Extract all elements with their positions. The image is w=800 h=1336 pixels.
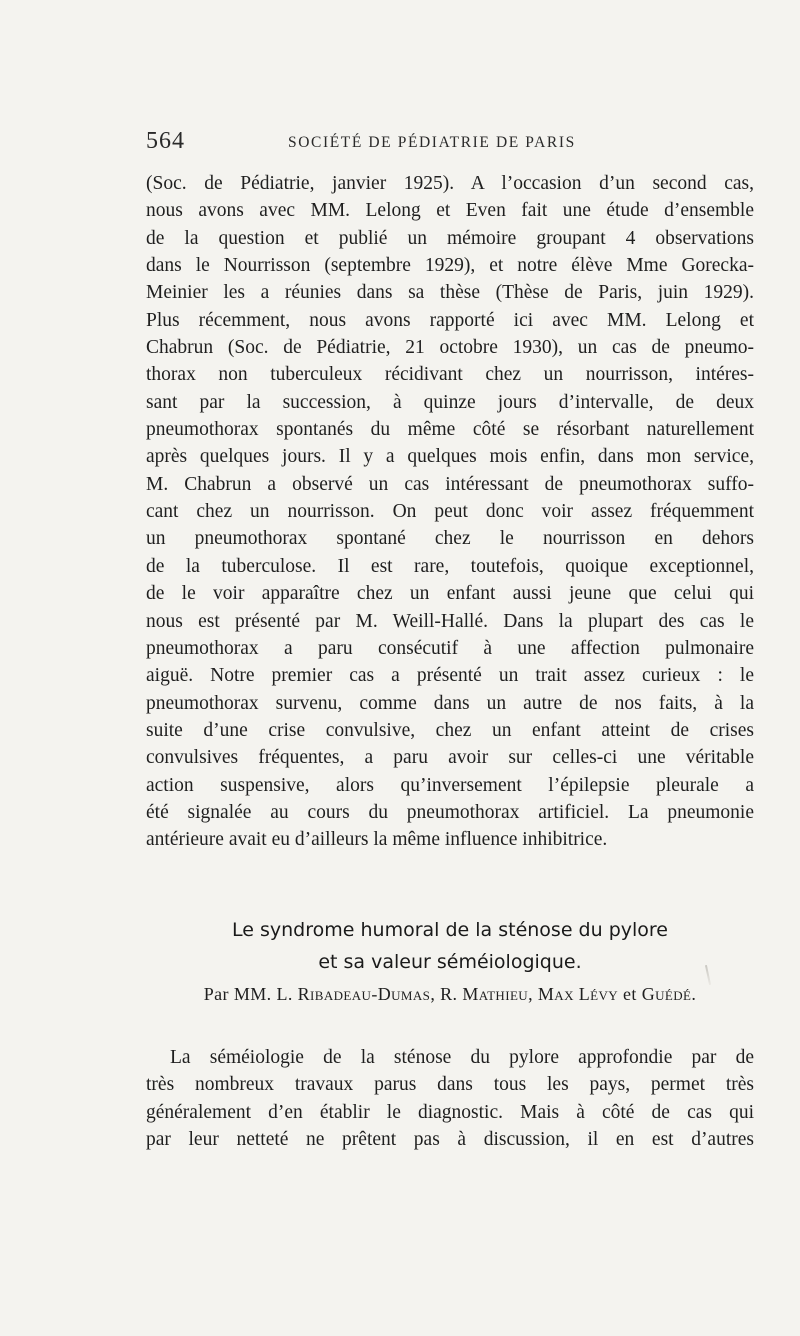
author-ribadeau-dumas: Ribadeau-Dumas <box>297 984 431 1004</box>
text-line: nous est présenté par M. Weill-Hallé. Dans la plupart des cas le <box>146 610 754 632</box>
author-guede: Guédé <box>641 984 692 1004</box>
text-line: cant chez un nourrisson. On peut donc voir assez fréquemment <box>146 501 754 523</box>
authors-prefix: Par MM. L. <box>203 984 298 1004</box>
text-line: de le voir apparaître chez un enfant aussi jeune que celui qui <box>146 583 754 605</box>
article-title-line-1: Le syndrome humoral de la sténose du pylore <box>232 919 668 941</box>
page-number: 564 <box>146 128 185 154</box>
body-paragraph-2 <box>146 1044 754 1153</box>
text-line: La séméiologie de la sténose du pylore approfondie par de <box>170 1047 754 1068</box>
authors-separator: , R. <box>430 984 463 1004</box>
text-line: (Soc. de Pédiatrie, janvier 1925). A l’occasion d’un second cas, <box>146 173 754 194</box>
text-line: aiguë. Notre premier cas a présenté un trait assez curieux : le <box>146 665 754 687</box>
text-line: généralement d’en établir le diagnostic. Mais à côté de cas qui <box>146 1101 754 1123</box>
article-title <box>146 914 754 978</box>
text-line: Chabrun (Soc. de Pédiatrie, 21 octobre 1930), un cas de pneumo- <box>146 337 754 359</box>
text-line: convulsives fréquentes, a paru avoir sur celles-ci une véritable <box>146 747 754 769</box>
text-line: nous avons avec MM. Lelong et Even fait une étude d’ensemble <box>146 200 754 222</box>
authors-separator: et <box>618 984 642 1004</box>
text-line: pneumothorax survenu, comme dans un autre de nos faits, à la <box>146 692 754 714</box>
text-line: Plus récemment, nous avons rapporté ici avec MM. Lelong et <box>146 309 754 331</box>
text-line: après quelques jours. Il y a quelques mois enfin, dans mon service, <box>146 446 754 468</box>
text-line: antérieure avait eu d’ailleurs la même influence inhibitrice. <box>146 829 608 851</box>
article-title-line-2: et sa valeur séméiologique. <box>318 951 582 973</box>
authors-end: . <box>691 984 697 1004</box>
text-line: pneumothorax a paru consécutif à une affection pulmonaire <box>146 637 754 659</box>
text-line: Meinier les a réunies dans sa thèse (Thèse de Paris, juin 1929). <box>146 282 754 304</box>
body-paragraph-1 <box>146 170 754 854</box>
text-line: pneumothorax spontanés du même côté se résorbant naturellement <box>146 419 754 441</box>
text-line: été signalée au cours du pneumothorax artificiel. La pneumonie <box>146 801 754 823</box>
text-line: de la tuberculose. Il est rare, toutefois, quoique exceptionnel, <box>146 555 754 577</box>
authors-separator: , <box>528 984 538 1004</box>
running-title: SOCIÉTÉ DE PÉDIATRIE DE PARIS <box>288 134 576 151</box>
text-line: M. Chabrun a observé un cas intéressant de pneumothorax suffo- <box>146 473 754 495</box>
running-head <box>146 128 754 158</box>
text-line: sant par la succession, à quinze jours d’intervalle, de deux <box>146 391 754 413</box>
text-line: un pneumothorax spontané chez le nourrisson en dehors <box>146 528 754 550</box>
text-line: très nombreux travaux parus dans tous les pays, permet très <box>146 1074 754 1096</box>
text-line: thorax non tuberculeux récidivant chez un nourrisson, intéres- <box>146 364 754 386</box>
text-line: action suspensive, alors qu’inversement l’épilepsie pleurale a <box>146 774 754 796</box>
text-line: de la question et publié un mémoire groupant 4 observations <box>146 227 754 249</box>
article-authors <box>146 984 754 1005</box>
author-mathieu: Mathieu <box>462 984 529 1004</box>
author-max-levy: Max Lévy <box>537 984 619 1004</box>
text-line: par leur netteté ne prêtent pas à discussion, il en est d’autres <box>146 1129 754 1151</box>
text-line: suite d’une crise convulsive, chez un enfant atteint de crises <box>146 719 754 741</box>
text-line: dans le Nourrisson (septembre 1929), et notre élève Mme Gorecka- <box>146 255 754 277</box>
